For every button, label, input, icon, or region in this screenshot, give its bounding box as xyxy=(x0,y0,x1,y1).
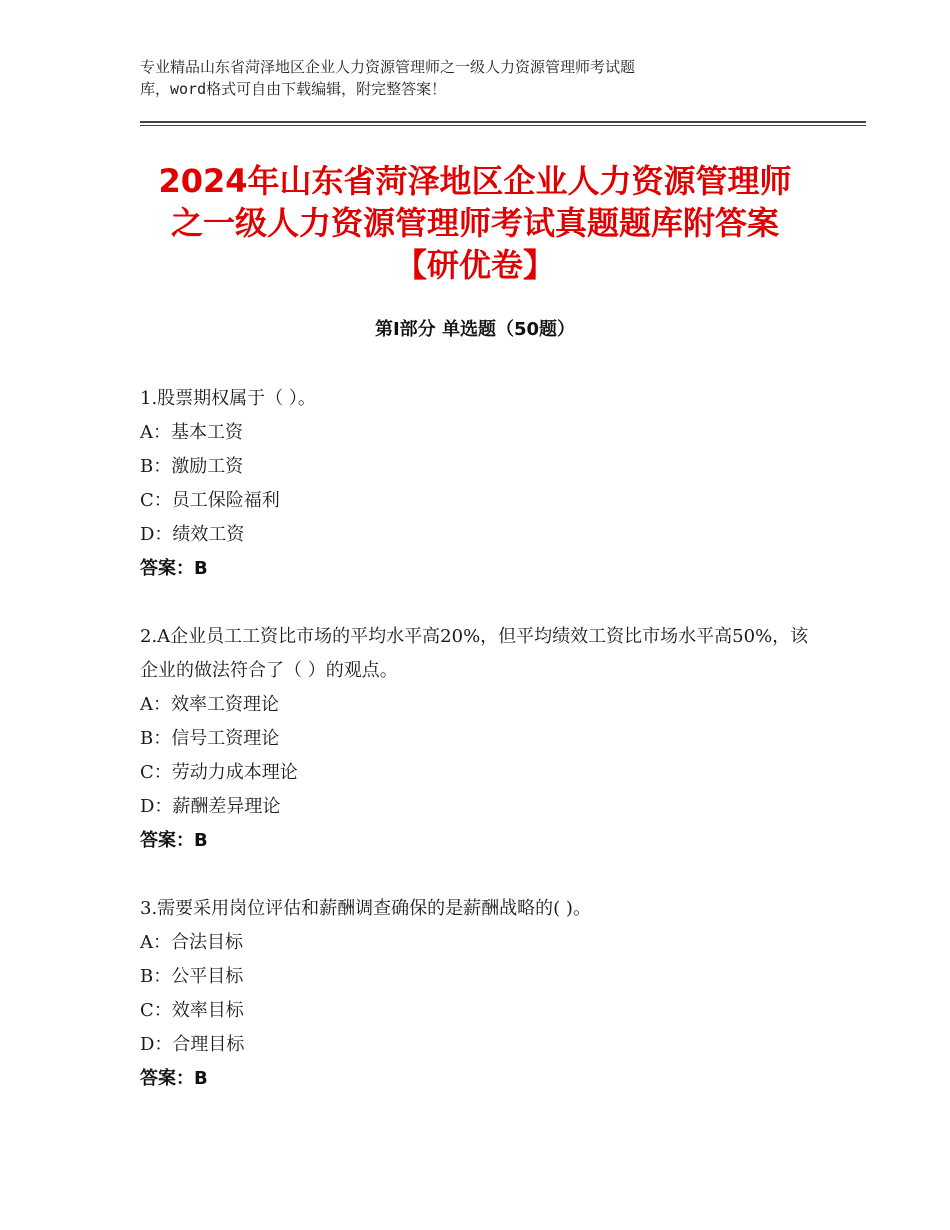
option-a: A：基本工资 xyxy=(140,422,243,443)
option-c: C：劳动力成本理论 xyxy=(140,762,298,783)
question-stem: 2.A企业员工工资比市场的平均水平高20%，但平均绩效工资比市场水平高50%，该企业的做法符合了（ ）的观点。 xyxy=(140,626,809,681)
option-b: B：信号工资理论 xyxy=(140,728,280,749)
question-2 xyxy=(140,620,810,858)
document-title-line-3: 【研优卷】 xyxy=(394,246,555,284)
option-d: D：合理目标 xyxy=(140,1034,245,1055)
header-note-line-1: 专业精品山东省菏泽地区企业人力资源管理师之一级人力资源管理师考试题 xyxy=(140,58,636,76)
option-a: A：合法目标 xyxy=(140,932,243,953)
option-b: B：公平目标 xyxy=(140,966,244,987)
question-stem: 1.股票期权属于（ ）。 xyxy=(140,388,316,409)
option-c: C：员工保险福利 xyxy=(140,490,280,511)
option-c: C：效率目标 xyxy=(140,1000,244,1021)
header-note xyxy=(140,56,790,100)
section-title: 第Ⅰ部分 单选题（50题） xyxy=(374,319,575,340)
option-d: D：绩效工资 xyxy=(140,524,245,545)
option-b: B：激励工资 xyxy=(140,456,244,477)
document-title-line-2: 之一级人力资源管理师考试真题题库附答案 xyxy=(170,204,779,242)
option-a: A：效率工资理论 xyxy=(140,694,279,715)
answer: 答案：B xyxy=(140,1068,208,1089)
answer: 答案：B xyxy=(140,830,208,851)
question-list xyxy=(140,382,810,1130)
answer: 答案：B xyxy=(140,558,208,579)
question-1 xyxy=(140,382,810,586)
document-title-line-1: 2024年山东省菏泽地区企业人力资源管理师 xyxy=(158,162,792,200)
document-title xyxy=(130,160,820,286)
question-stem: 3.需要采用岗位评估和薪酬调查确保的是薪酬战略的( )。 xyxy=(140,898,591,919)
header-note-line-2: 库，word格式可自由下载编辑，附完整答案！ xyxy=(140,80,447,98)
header-divider xyxy=(140,121,866,126)
option-d: D：薪酬差异理论 xyxy=(140,796,281,817)
question-3 xyxy=(140,892,810,1096)
